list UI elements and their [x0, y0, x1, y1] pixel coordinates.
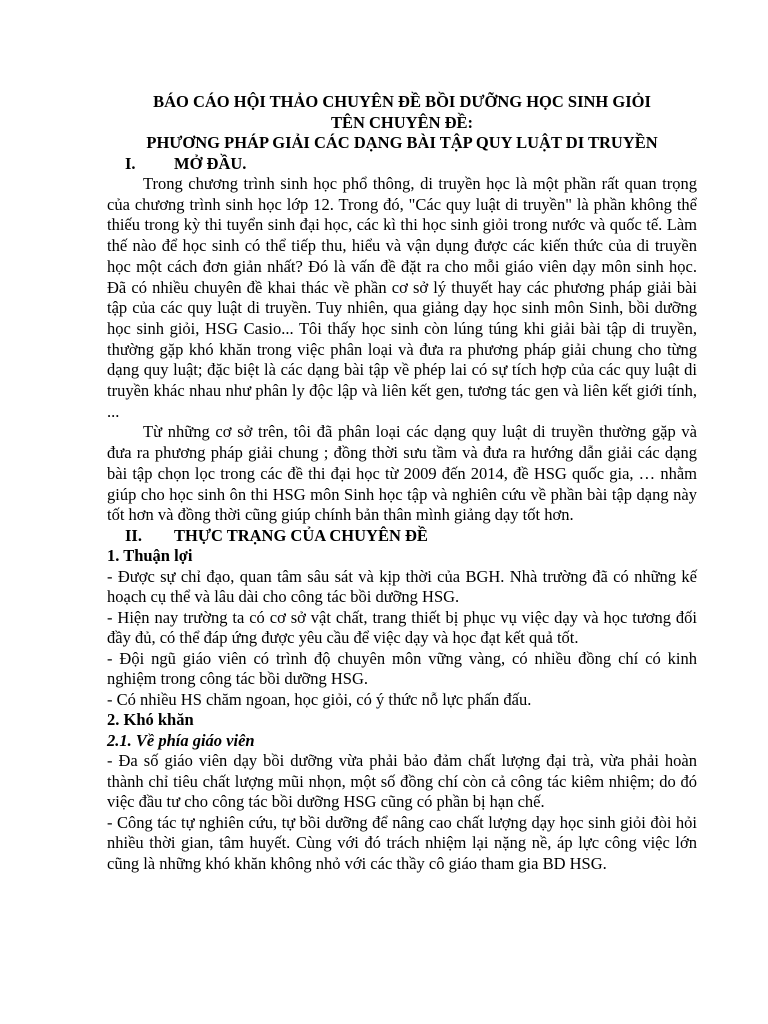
- topic-title: PHƯƠNG PHÁP GIẢI CÁC DẠNG BÀI TẬP QUY LUẬT DI TRUYỀN: [146, 133, 658, 152]
- intro-paragraph-1: Trong chương trình sinh học phổ thông, di truyền học là một phần rất quan trọng của chương trình sinh học lớp 12. Trong đó, "Các quy luật di truyền" là phần không thể thiếu trong kỳ thi tuyển sinh đại học, các kì thi học sinh giỏi trong nước và quốc tế. Làm thế nào để học sinh có thể tiếp thu, hiểu và vận dụng được các kiến thức của di truyền học một cách đơn giản nhất? Đó là vấn đề đặt ra cho mỗi giáo viên dạy môn sinh học. Đã có nhiều chuyên đề khai thác về phần cơ sở lý thuyết hay các phương pháp giải bài tập của các quy luật di truyền. Tuy nhiên, qua giảng dạy học sinh môn Sinh, bồi dưỡng học sinh giỏi, HSG Casio... Tôi thấy học sinh còn lúng túng khi giải bài tập di truyền, thường gặp khó khăn trong việc phân loại và đưa ra phương pháp giải chung cho từng dạng quy luật; đặc biệt là các dạng bài tập về phép lai có sự tích hợp của các quy luật di truyền khác nhau như phân ly độc lập và liên kết gen, tương tác gen và liên kết giới tính, ...: [107, 174, 697, 421]
- report-title: BÁO CÁO HỘI THẢO CHUYÊN ĐỀ BỒI DƯỠNG HỌC SINH GIỎI: [153, 92, 651, 111]
- section-2-heading: [107, 526, 697, 547]
- advantage-item: - Đội ngũ giáo viên có trình độ chuyên môn vững vàng, có nhiều đồng chí có kinh nghiệm trong công tác bồi dưỡng HSG.: [107, 648, 697, 689]
- section-1-heading: [107, 154, 697, 175]
- section-2-number: II.: [125, 525, 142, 545]
- section-2-title: THỰC TRẠNG CỦA CHUYÊN ĐỀ: [174, 525, 428, 545]
- difficulties-heading: 2. Khó khăn: [107, 710, 194, 730]
- difficulty-item: - Công tác tự nghiên cứu, tự bồi dưỡng để nâng cao chất lượng dạy học sinh giỏi đòi hỏi nhiều thời gian, tâm huyết. Cùng với đó trách nhiệm lại nặng nề, áp lực công việc lớn cũng là những khó khăn không nhỏ với các thầy cô giáo tham gia BD HSG.: [107, 812, 697, 873]
- section-1-title: MỞ ĐẦU.: [174, 153, 247, 173]
- teacher-difficulties-heading: 2.1. Về phía giáo viên: [107, 730, 255, 750]
- section-1-number: I.: [125, 153, 136, 173]
- advantage-item: - Được sự chỉ đạo, quan tâm sâu sát và kịp thời của BGH. Nhà trường đã có những kế hoạch cụ thể và lâu dài cho công tác bồi dưỡng HSG.: [107, 566, 697, 607]
- difficulty-item: - Đa số giáo viên dạy bồi dưỡng vừa phải bảo đảm chất lượng đại trà, vừa phải hoàn thành chỉ tiêu chất lượng mũi nhọn, một số đồng chí còn cả công tác kiêm nhiệm; do đó việc đầu tư cho công tác bồi dưỡng HSG cũng có phần bị hạn chế.: [107, 751, 697, 812]
- intro-paragraph-2: Từ những cơ sở trên, tôi đã phân loại các dạng quy luật di truyền thường gặp và đưa ra phương pháp giải chung ; đồng thời sưu tầm và đưa ra hướng dẫn giải các dạng bài tập chọn lọc trong các đề thi đại học từ 2009 đến 2014, đề HSG quốc gia, … nhằm giúp cho học sinh ôn thi HSG môn Sinh học tập và nghiên cứu về phần bài tập dạng này tốt hơn và đồng thời cũng giúp chính bản thân mình giảng dạy tốt hơn.: [107, 422, 697, 525]
- advantages-heading: 1. Thuận lợi: [107, 546, 193, 566]
- document-page: [107, 92, 697, 874]
- advantage-item: - Hiện nay trường ta có cơ sở vật chất, trang thiết bị phục vụ việc dạy và học tương đối đầy đủ, có thể đáp ứng được yêu cầu để việc dạy và học đạt kết quả tốt.: [107, 607, 697, 648]
- topic-label: TÊN CHUYÊN ĐỀ:: [330, 112, 474, 132]
- advantage-item: - Có nhiều HS chăm ngoan, học giỏi, có ý thức nỗ lực phấn đấu.: [107, 689, 532, 709]
